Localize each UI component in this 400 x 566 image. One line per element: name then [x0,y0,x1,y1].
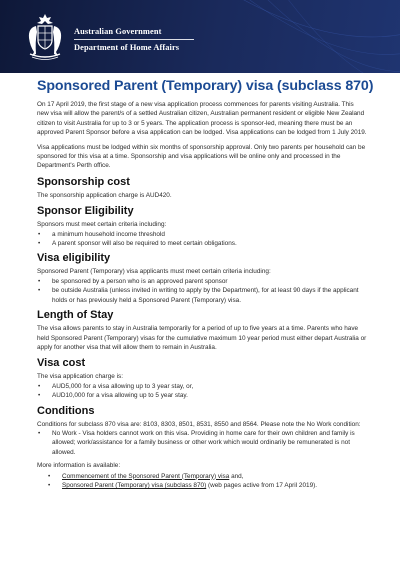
bullet-icon: • [38,287,41,295]
list-item: • be outside Australia (unless invited in writing to apply by the Department), for at least 90 days if the applicant holds or has previously held a Sponsored Parent (Temporary) visa. [38,287,359,304]
list-item: • AUD10,000 for a visa allowing up to 5 year stay. [38,392,188,400]
bullet-icon: • [38,277,41,285]
visa-eligibility-text: Sponsored Parent (Temporary) visa applicants must meet certain criteria including: [37,268,271,276]
bullet-icon: • [38,240,41,248]
list-item: • AUD5,000 for a visa allowing up to 3 year stay, or, [38,382,194,390]
sponsor-eligibility-list [37,230,367,249]
length-of-stay-heading: Length of Stay [37,309,114,322]
bullet-icon: • [38,382,41,390]
page-title: Sponsored Parent (Temporary) visa (subclass 870) [37,78,374,94]
list-item: • Commencement of the Sponsored Parent (Temporary) visa and, [48,472,244,480]
list-item: • be sponsored by a person who is an approved parent sponsor [38,277,228,285]
conditions-list [37,429,367,457]
sponsorship-cost-heading: Sponsorship cost [37,175,130,188]
coat-of-arms-icon [22,12,68,62]
list-item: • a minimum household income threshold [38,230,165,238]
length-of-stay-text: The visa allows parents to stay in Australia temporarily for a period of up to five years at a time. Parents who have held Sponsored Parent (Temporary) visas for the cumulative maximum 10 year period must either depart Australia or apply for another visa that will allow them to remain in Australia. [37,325,367,351]
visa-subclass-870-link[interactable]: Sponsored Parent (Temporary) visa (subclass 870) [62,481,207,489]
visa-cost-list [37,382,367,401]
commencement-link[interactable]: Commencement of the Sponsored Parent (Temporary) visa [62,472,230,480]
bullet-icon: • [38,429,41,437]
bullet-icon: • [48,481,51,489]
header-divider [74,39,194,40]
list-item: • A parent sponsor will also be required to meet certain obligations. [38,240,237,248]
visa-eligibility-list [37,277,367,305]
intro-paragraph-2: Visa applications must be lodged within six months of sponsorship approval. Only two parents per household can be sponsored for this visa at a time. Sponsorship and visa applications will be online only and processed in the Department's Perth office. [37,143,366,170]
conditions-text: Conditions for subclass 870 visa are: 8103, 8303, 8501, 8531, 8550 and 8564. Please note the No Work condition: [37,420,361,428]
sponsor-eligibility-heading: Sponsor Eligibility [37,205,134,218]
bullet-icon: • [38,230,41,238]
intro-paragraph-1: On 17 April 2019, the first stage of a new visa application process commences for parents visiting Australia. This new visa will allow the parent/s of a settled Australian citizen, Australian permanent resident or eligible New Zealand citizen to visit Australia for up to 3 or 5 years. The application process is sponsor-led, meaning there must be an approved Parent Sponsor before a visa application can be lodged. Visa applications can be lodged from 1 July 2019. [37,101,367,137]
document-body [37,78,374,494]
list-item: • Sponsored Parent (Temporary) visa (subclass 870) (web pages active from 17 April 2019). [48,481,318,489]
page-header [0,0,400,73]
bullet-icon: • [48,472,51,480]
list-item: • No Work - Visa holders cannot work on this visa. Providing in home care for their own children and family is allowed; work/assistance for a family business or other work which would ordinarily be remunerated is not allowed. [38,429,355,456]
sponsor-eligibility-text: Sponsors must meet certain criteria including: [37,221,167,229]
visa-cost-heading: Visa cost [37,357,86,370]
visa-eligibility-heading: Visa eligibility [37,252,111,265]
conditions-heading: Conditions [37,404,95,417]
department-name: Department of Home Affairs [74,43,180,52]
government-name: Australian Government [74,27,162,36]
more-info-text: More information is available: [37,462,121,470]
bullet-icon: • [38,392,41,400]
more-info-links [37,472,367,491]
visa-cost-text: The visa application charge is: [37,373,123,381]
sponsorship-cost-text: The sponsorship application charge is AUD420. [37,191,172,199]
